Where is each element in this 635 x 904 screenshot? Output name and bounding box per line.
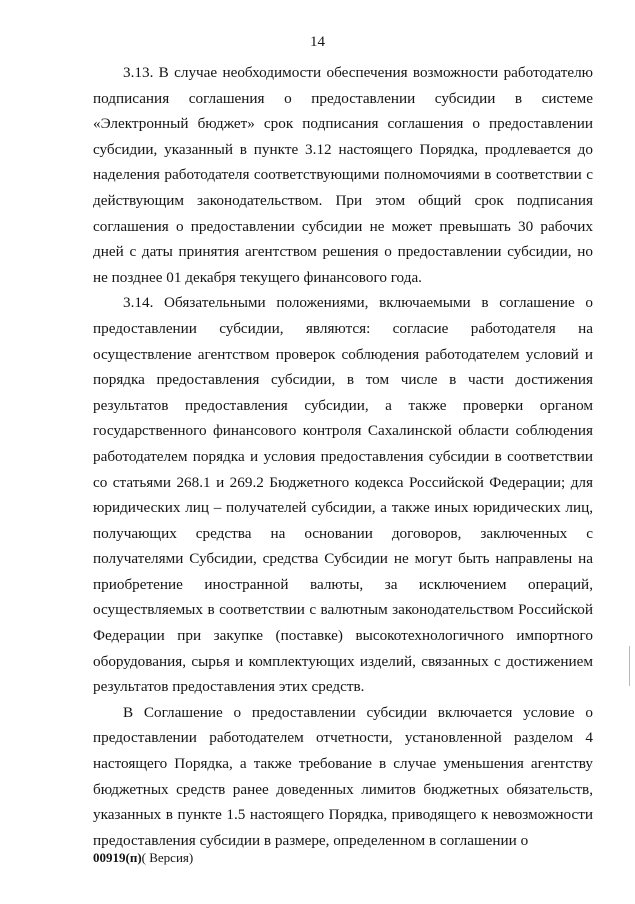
document-body [93,60,593,853]
scan-artifact-line [629,646,630,686]
paragraph-agreement-conditions: В Соглашение о предоставлении субсидии включается условие о предоставлении работодателем отчетности, установленной разделом 4 настоящего Порядка, а также требование в случае уменьшения агентству бюджетных средств ранее доведенных лимитов бюджетных обязательств, указанных в пункте 1.5 настоящего Порядка, приводящего к невозможности предоставления субсидии в размере, определенном в соглашении о [93,703,593,849]
document-footer [93,850,193,866]
document-version: ( Версия) [141,850,194,865]
paragraph-3-14: 3.14. Обязательными положениями, включаемыми в соглашение о предоставлении субсидии, являются: согласие работодателя на осуществление агентством проверок соблюдения работодателем условий и порядка предоставления субсидии, в том числе в части достижения результатов предоставления субсидии, а также проверки органом государственного финансового контроля Сахалинской области соблюдения работодателем порядка и условия предоставления субсидии в соответствии со статьями 268.1 и 269.2 Бюджетного кодекса Российской Федерации; для юридических лиц – получателей субсидии, а также иных юридических лиц, получающих средства на основании договоров, заключенных с получателями Субсидии, средства Субсидии не могут быть направлены на приобретение иностранной валюты, за исключением операций, осуществляемых в соответствии с валютным законодательством Российской Федерации при закупке (поставке) высокотехнологичного импортного оборудования, сырья и комплектующих изделий, связанных с достижением результатов предоставления этих средств. [93,294,593,696]
page-number: 14 [310,34,325,50]
document-code: 00919(п) [93,850,142,865]
paragraph-3-13: 3.13. В случае необходимости обеспечения возможности работодателю подписания соглашения о предоставлении субсидии в системе «Электронный бюджет» срок подписания соглашения о предоставлении субсидии, указанный в пункте 3.12 настоящего Порядка, продлевается до наделения работодателя соответствующими полномочиями в соответствии с действующим законодательством. При этом общий срок подписания соглашения о предоставлении субсидии не может превышать 30 рабочих дней с даты принятия агентством решения о предоставлении субсидии, но не позднее 01 декабря текущего финансового года. [93,64,593,286]
